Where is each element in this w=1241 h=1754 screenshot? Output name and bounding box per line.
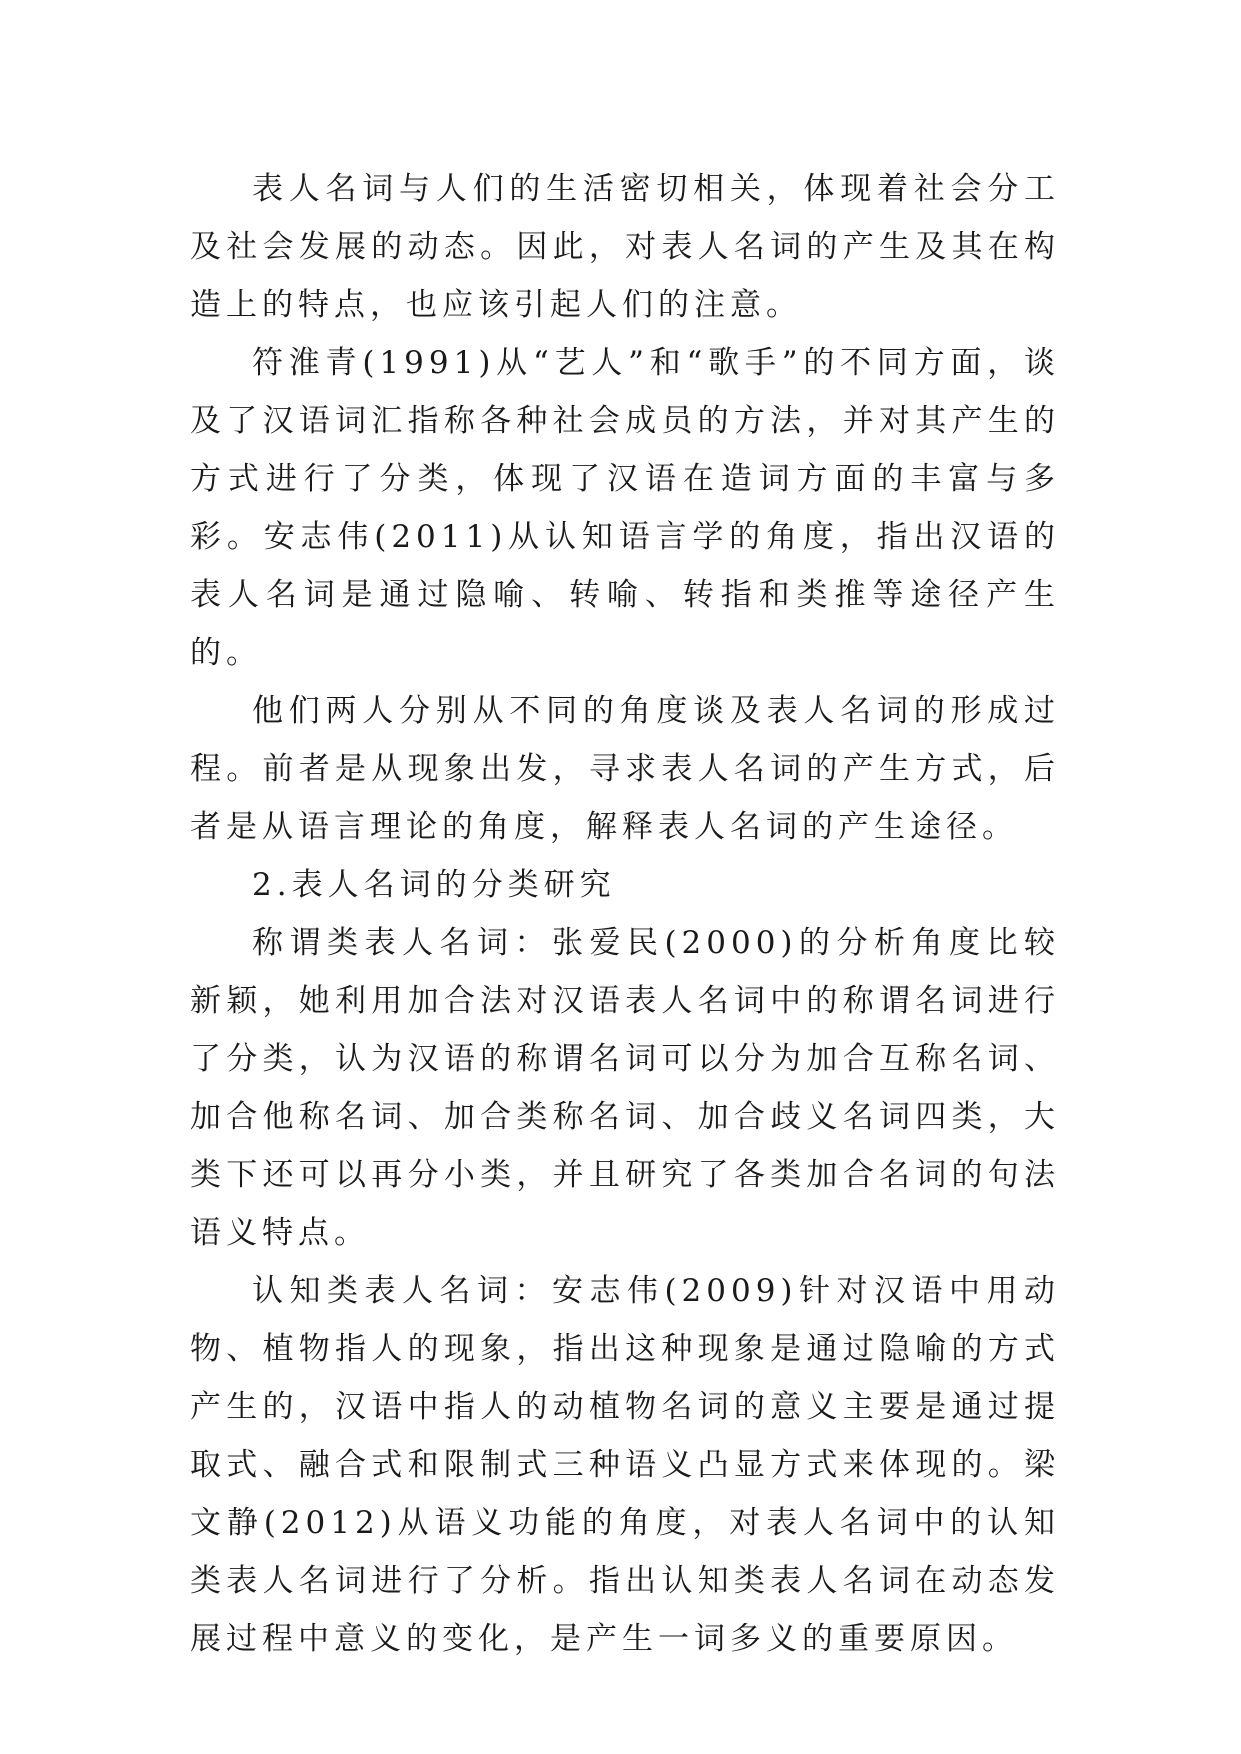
section-heading: 2.表人名词的分类研究 <box>252 867 616 903</box>
paragraph-appellation: 称谓类表人名词：张爱民(2000)的分析角度比较新颖，她利用加合法对汉语表人名词中的称谓名词进行了分类，认为汉语的称谓名词可以分为加合互称名词、加合他称名词、加合类称名词、加合歧义名词四类，大类下还可以再分小类，并且研究了各类加合名词的句法语义特点。 <box>190 925 1060 1251</box>
paragraph-comparison: 他们两人分别从不同的角度谈及表人名词的形成过程。前者是从现象出发，寻求表人名词的产生方式，后者是从语言理论的角度，解释表人名词的产生途径。 <box>190 693 1060 845</box>
paragraph-intro: 表人名词与人们的生活密切相关，体现着社会分工及社会发展的动态。因此，对表人名词的产生及其在构造上的特点，也应该引起人们的注意。 <box>190 171 1060 323</box>
document-body <box>190 160 1060 1668</box>
paragraph-fu-an: 符淮青(1991)从“艺人”和“歌手”的不同方面，谈及了汉语词汇指称各种社会成员的方法，并对其产生的方式进行了分类，体现了汉语在造词方面的丰富与多彩。安志伟(2011)从认知语言学的角度，指出汉语的表人名词是通过隐喻、转喻、转指和类推等途径产生的。 <box>190 345 1060 671</box>
paragraph-cognitive: 认知类表人名词：安志伟(2009)针对汉语中用动物、植物指人的现象，指出这种现象是通过隐喻的方式产生的，汉语中指人的动植物名词的意义主要是通过提取式、融合式和限制式三种语义凸显方式来体现的。梁文静(2012)从语义功能的角度，对表人名词中的认知类表人名词进行了分析。指出认知类表人名词在动态发展过程中意义的变化，是产生一词多义的重要原因。 <box>190 1273 1060 1657</box>
